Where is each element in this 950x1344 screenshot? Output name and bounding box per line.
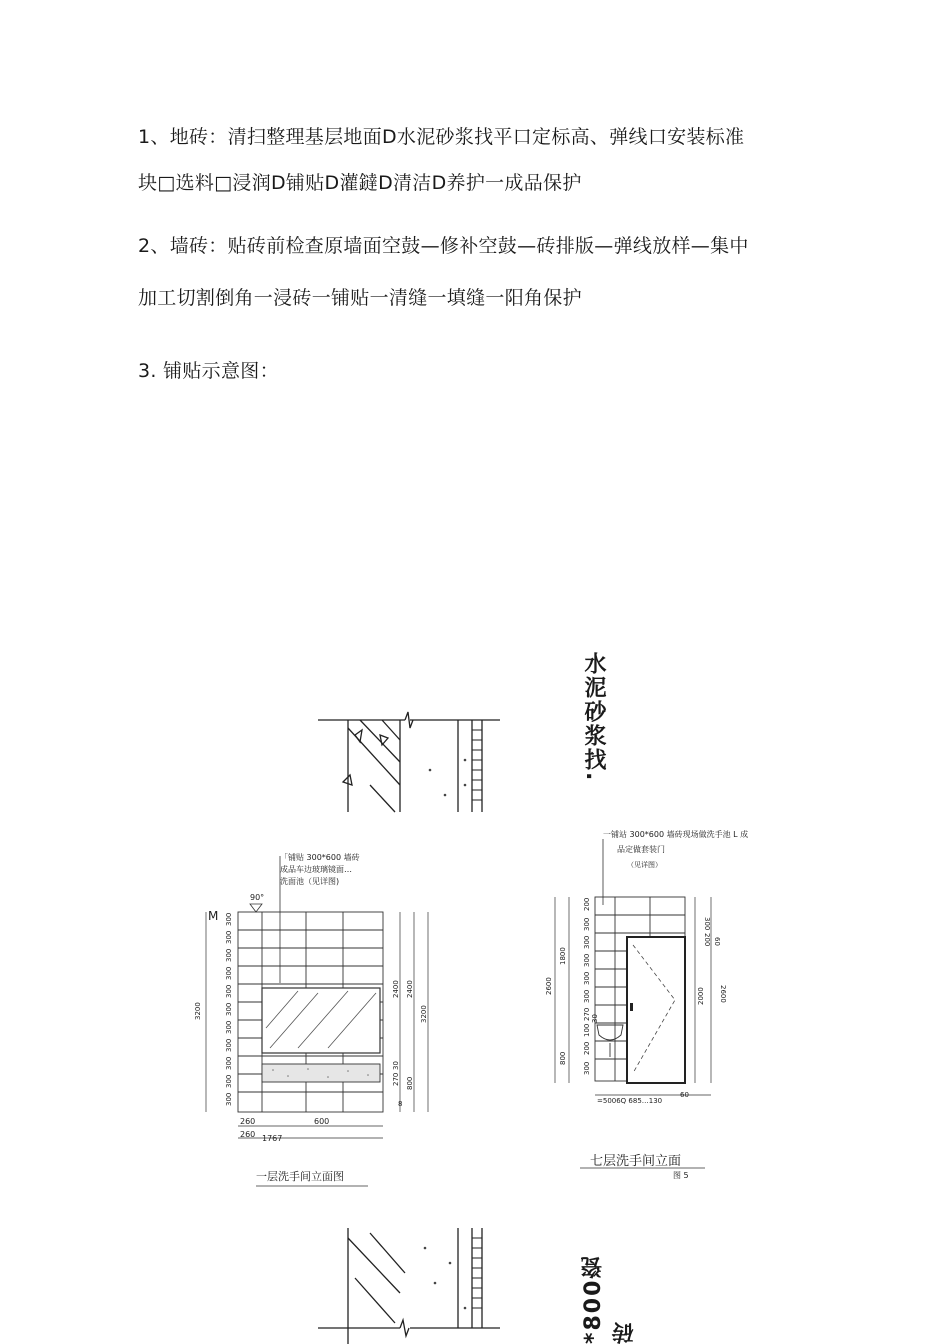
outer-dim-2: 1800: [559, 947, 567, 965]
paragraph-wall-tile-line1: 2、墙砖：贴砖前检查原墙面空鼓—修补空鼓—砖排版—弹线放样—集中: [138, 235, 749, 257]
bottom-vertical-label: *800瓷砖: [581, 1254, 637, 1344]
svg-text:100: 100: [583, 1023, 591, 1037]
small-dim-1: 30: [392, 1061, 400, 1070]
svg-text:300: 300: [583, 989, 591, 1003]
svg-text:300: 300: [225, 930, 233, 944]
outer-dim-1: 2600: [545, 977, 553, 995]
bottom-dim-4: 1767: [262, 1134, 283, 1143]
small-label: 30: [591, 1014, 599, 1023]
svg-text:300: 300: [225, 948, 233, 962]
svg-text:300: 300: [583, 935, 591, 949]
r-dim-3: 60: [713, 937, 721, 946]
svg-text:300: 300: [583, 953, 591, 967]
svg-text:300: 300: [225, 1002, 233, 1016]
right-note-line2: 品定做套装门: [617, 845, 665, 854]
small-dim-3: 800: [406, 1076, 414, 1090]
paragraph-floor-tile-line1: 1、地砖：清扫整理基层地面D水泥砂浆找平口定标高、弹线口安装标准: [138, 126, 745, 148]
paragraph-wall-tile-line2: 加工切割倒角一浸砖一铺贴一清缝一填缝一阳角保护: [138, 287, 582, 309]
svg-text:200: 200: [583, 1041, 591, 1055]
left-note-line3: 洗面池（见详图): [280, 877, 340, 886]
mark-label: M: [208, 909, 219, 923]
right-caption: 七层洗手间立面: [590, 1154, 682, 1169]
right-dim-2: 2400: [406, 980, 414, 998]
r-dim-4: 2600: [719, 985, 727, 1003]
left-note-line1: 「铺贴 300*600 墙砖: [280, 853, 360, 862]
right-left-dims: [545, 898, 599, 1075]
right-caption2: 图 5: [673, 1171, 689, 1180]
r-dim-5: 2000: [697, 987, 705, 1005]
svg-text:270: 270: [583, 1007, 591, 1021]
svg-text:300: 300: [583, 971, 591, 985]
svg-text:300: 300: [583, 1061, 591, 1075]
paragraph-floor-tile-line2: 块□选料□浸润D铺贴D灌鐽D清洁D养护一成品保护: [138, 172, 582, 194]
total-left-dim: 3200: [194, 1002, 202, 1020]
r-dim-2: 200: [703, 933, 711, 947]
r-dim-1: 300: [703, 917, 711, 931]
small-dim-4: 8: [398, 1100, 403, 1108]
bottom-dim-3: 260: [240, 1130, 256, 1139]
left-caption: 一层洗手间立面图: [256, 1170, 344, 1183]
right-dim-1: 2400: [392, 980, 400, 998]
svg-text:300: 300: [225, 1020, 233, 1034]
bottom-dim-1: 260: [240, 1117, 256, 1126]
right-note-line3: （见详图）: [627, 861, 662, 869]
outer-dim-3: 800: [559, 1051, 567, 1065]
svg-text:200: 200: [583, 897, 591, 911]
svg-text:300: 300: [225, 1074, 233, 1088]
svg-text:300: 300: [225, 966, 233, 980]
bottom-dim-2: 600: [314, 1117, 330, 1126]
small-dim-2: 270: [392, 1072, 400, 1086]
top-vertical-label: 水泥砂浆找.: [581, 652, 606, 783]
right-bottom-dims: =5006Q 685…130: [597, 1097, 663, 1105]
svg-text:300: 300: [225, 912, 233, 926]
left-note-line2: 成品车边玻璃镜面…: [280, 865, 352, 874]
left-elevation-drawing: [188, 848, 448, 1188]
bottom-section-diagram: [310, 1228, 510, 1344]
left-dim-labels: [194, 913, 233, 1106]
right-elevation-drawing: [535, 825, 780, 1180]
svg-text:300: 300: [225, 1092, 233, 1106]
svg-text:300: 300: [225, 984, 233, 998]
right-bottom-right: 60: [680, 1091, 689, 1099]
right-note-line1: 一铺站 300*600 墙砖现场做洗手池 L 成: [603, 830, 749, 839]
svg-text:300: 300: [225, 1056, 233, 1070]
svg-text:300: 300: [225, 1038, 233, 1052]
svg-text:300: 300: [583, 917, 591, 931]
right-dim-3: 3200: [420, 1005, 428, 1023]
paragraph-diagram-heading: 3. 铺贴示意图：: [138, 360, 279, 382]
top-section-diagram: [310, 690, 510, 815]
angle-label: 90°: [250, 893, 265, 902]
